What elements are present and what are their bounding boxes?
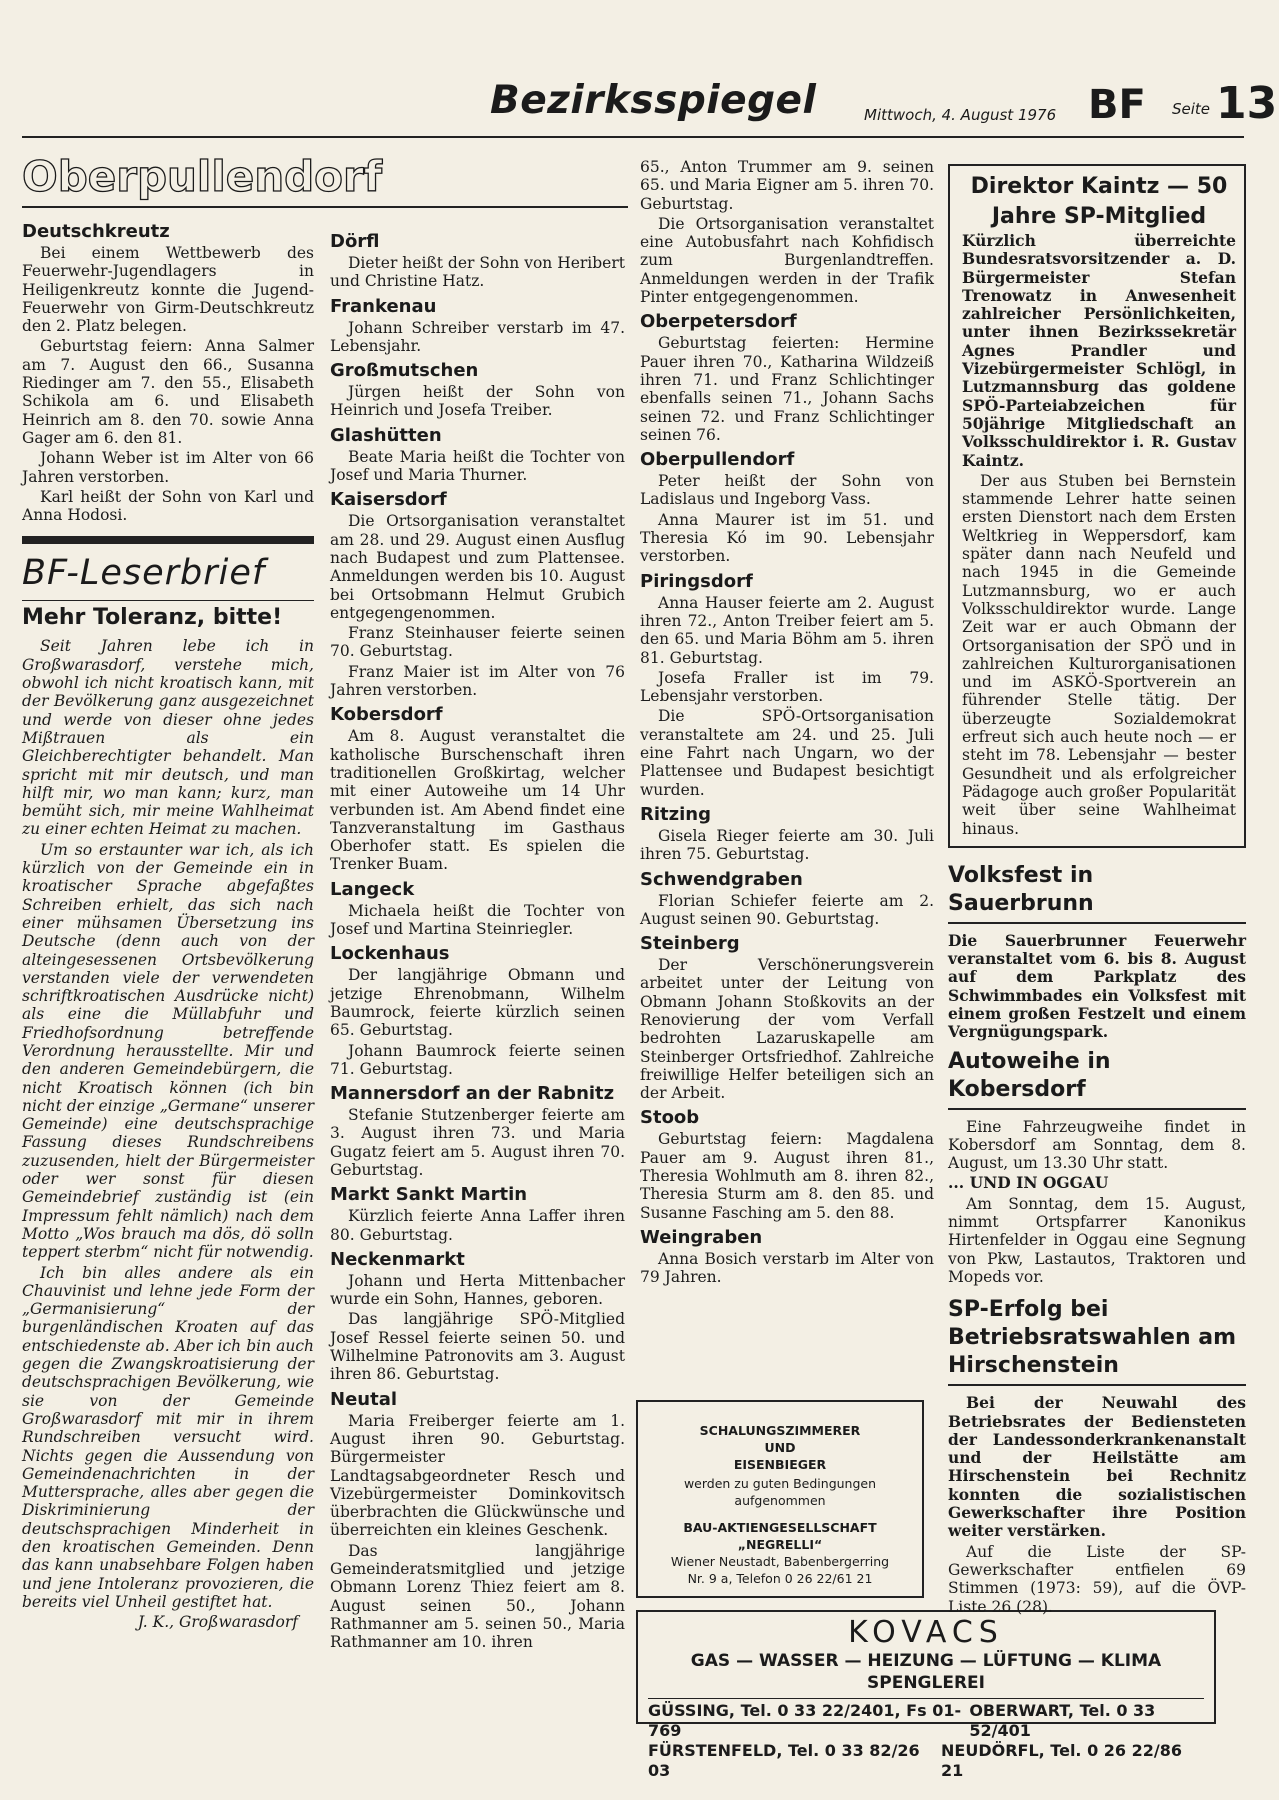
masthead-page-label: Seite [1172, 100, 1211, 118]
article-paragraph: Johann und Herta Mittenbacher wurde ein Sohn, Hannes, geboren. [330, 1271, 625, 1309]
masthead [22, 78, 1278, 138]
article-paragraph: Johann Schreiber verstarb im 47. Lebensjahr. [330, 318, 625, 355]
article-paragraph: Das langjährige Gemeinderatsmitglied und jetzige Obmann Lorenz Thiez feiert am 8. August seinen 50., Johann Rathmanner am 5. seinen 50., Maria Rathmanner am 10. ihren [330, 1541, 625, 1652]
article-paragraph: Peter heißt der Sohn von Ladislaus und Ingeborg Vass. [640, 472, 934, 509]
ad-kovacs-location: OBERWART, Tel. 0 33 52/401 [969, 1701, 1156, 1740]
column-4 [948, 164, 1246, 1618]
ad-kovacs-row [638, 1701, 1214, 1741]
kaintz-lead: Kürzlich überreichte Bundesratsvorsitzender a. D. Bürgermeister Stefan Trenowatz in Anwesenheit zahlreicher Persönlichkeiten, unter ihnen Bezirkssekretär Agnes Prandler und Vizebürgermeister Schlögl, in Lutzmannsburg das goldene SPÖ-Parteiabzeichen für 50jährige Mitgliedschaft an Volksschuldirektor i. R. Gustav Kaintz. [962, 231, 1236, 470]
place-heading: Oberpetersdorf [640, 311, 797, 333]
kaintz-body: Der aus Stuben bei Bernstein stammende Lehrer hatte seinen ersten Dienstort nach dem Ersten Weltkrieg in Weppersdorf, kam später dann nach Neufeld und nach 1945 in die Gemeinde Lutzmannsburg, wo er auch Volksschuldirektor wurde. Lange Zeit war er auch Obmann der Ortsorganisation der SPÖ und in zahlreichen Kulturorganisationen und im ASKÖ-Sportverein an führender Stelle tätig. Der überzeugte Sozialdemokrat erfreut sich auch heute noch — er steht im 78. Lebensjahr — bester Gesundheit und als erfolgreicher Pädagoge auch großer Popularität weit über seine Wahlheimat hinaus. [962, 471, 1236, 838]
article-paragraph: Geburtstag feiern: Magdalena Pauer am 9. August ihren 81., Theresia Wohlmuth am 8. ihren 82., Theresia Sturm am 8. den 85. und Susanne Fasching am 5. den 88. [640, 1130, 934, 1222]
kaintz-headline: Direktor Kaintz — 50 Jahre SP-Mitglied [970, 174, 1228, 229]
masthead-logo: BF [1088, 82, 1146, 128]
article-paragraph: Gisela Rieger feierte am 30. Juli ihren 75. Geburtstag. [640, 826, 934, 864]
letter-paragraph: Ich bin alles andere als ein Chauvinist und lehne jede Form der „Germanisierung“ der burgenländischen Kroaten auf das entschiedenste ab. Aber ich bin auch gegen die Zwangskroatisierung der deutschsprachigen Bevölkerung, wie sie von der Gemeinde Großwarasdorf mit mir in ihrem Rundschreiben versucht wird. Nichts gegen die Aussendung von Gemeindenachrichten in der Muttersprache, alles aber gegen die Diskriminierung der deutschsprachigen Minderheit in den kroatischen Gemeinden. Denn das kann unabsehbare Folgen haben und jene Intoleranz provozieren, die bereits viel Unheil gestiftet hat. [22, 1263, 314, 1611]
article-paragraph: Der langjährige Obmann und jetzige Ehrenobmann, Wilhelm Baumrock, feierte kürzlich seinen 65. Geburtstag. [330, 966, 625, 1040]
place-heading: Kobersdorf [330, 704, 443, 726]
masthead-date: Mittwoch, 4. August 1976 [864, 106, 1057, 124]
col3-articles [640, 310, 934, 1286]
autoweihe-paragraph: Am Sonntag, dem 15. August, nimmt Ortspfarrer Kanonikus Hirtenfelder in Oggau eine Segnung von Pkw, Lastautos, Traktoren und Mopeds vor. [948, 1194, 1246, 1286]
ad-negrelli-line: Wiener Neustadt, Babenbergerring Nr. 9 a, Telefon 0 26 22/61 21 [670, 1554, 890, 1586]
article-paragraph: Florian Schiefer feierte am 2. August seinen 90. Geburtstag. [640, 891, 934, 928]
ad-negrelli-line: UND [764, 1440, 796, 1455]
kaintz-box [948, 164, 1246, 848]
heading-deutschkreutz: Deutschkreutz [22, 221, 170, 242]
place-heading: Markt Sankt Martin [330, 1184, 528, 1206]
ad-kovacs-location: GÜSSING, Tel. 0 33 22/2401, Fs 01-769 [648, 1701, 962, 1740]
ad-negrelli [636, 1400, 924, 1598]
letter-signature: J. K., Großwarasdorf [137, 1613, 298, 1632]
ad-kovacs [636, 1610, 1216, 1780]
column-3 [640, 158, 934, 1289]
article-paragraph: Johann Baumrock feierte seinen 71. Geburtstag. [330, 1041, 625, 1078]
place-heading: Weingraben [640, 1226, 763, 1248]
autoweihe-subhead: ... UND IN OGGAU [948, 1173, 1109, 1193]
column-2 [330, 226, 625, 1654]
autoweihe-paragraph: Eine Fahrzeugweihe findet in Kobersdorf am Sonntag, dem 8. August, um 13.30 Uhr statt. [948, 1117, 1246, 1173]
sperfolg-headline: SP-Erfolg bei Betriebsratswahlen am Hirschenstein [948, 1297, 1237, 1379]
place-heading: Oberpullendorf [640, 449, 795, 471]
article-paragraph: Anna Maurer ist im 51. und Theresia Kó im 90. Lebensjahr verstorben. [640, 510, 934, 566]
ad-kovacs-name: KOVACS [848, 1615, 1004, 1650]
article-paragraph: Die Ortsorganisation veranstaltet eine Autobusfahrt nach Kohfidisch zum Burgenlandtreffen. Anmeldungen werden in der Trafik Pinter entgegengenommen. [640, 214, 934, 307]
ad-negrelli-line: „NEGRELLI“ [737, 1537, 823, 1552]
masthead-title: Bezirksspiegel [490, 78, 817, 123]
article-paragraph: Franz Maier ist im Alter von 76 Jahren verstorben. [330, 662, 625, 700]
masthead-page-number: 13 [1216, 78, 1278, 129]
place-heading: Piringsdorf [640, 570, 753, 592]
place-heading: Neckenmarkt [330, 1248, 465, 1270]
divider-rule [948, 1108, 1246, 1110]
article-paragraph: Dieter heißt der Sohn von Heribert und Christine Hatz. [330, 254, 625, 291]
article-paragraph: Kürzlich feierte Anna Laffer ihren 80. Geburtstag. [330, 1207, 625, 1244]
article-paragraph: Johann Weber ist im Alter von 66 Jahren verstorben. [22, 449, 314, 486]
divider-bar [22, 536, 314, 544]
ad-negrelli-line: BAU-AKTIENGESELLSCHAFT [683, 1520, 877, 1535]
place-heading: Neutal [330, 1388, 398, 1410]
ad-negrelli-line: SCHALUNGSZIMMERER [699, 1423, 861, 1438]
ad-kovacs-divider [648, 1698, 1204, 1699]
letter-paragraph: Seit Jahren lebe ich in Großwarasdorf, verstehe mich, obwohl ich nicht kroatisch kann, mit der Bevölkerung ganz ausgezeichnet und werde von dieser ohne jedes Mißtrauen als ein Gleichberechtigter behandelt. Man spricht mit mir deutsch, und man hilft mir, wo man kann; kurz, man bemüht sich, mir meine Wahlheimat zu einer echten Heimat zu machen. [22, 637, 314, 839]
ad-kovacs-location: FÜRSTENFELD, Tel. 0 33 82/26 03 [648, 1741, 920, 1780]
article-paragraph: 65., Anton Trummer am 9. seinen 65. und Maria Eigner am 5. ihren 70. Geburtstag. [640, 158, 934, 213]
article-paragraph: Stefanie Stutzenberger feierte am 3. August ihren 73. und Maria Gugatz feiert am 5. August ihren 70. Geburtstag. [330, 1106, 625, 1179]
article-paragraph: Karl heißt der Sohn von Karl und Anna Hodosi. [22, 487, 314, 525]
article-paragraph: Maria Freiberger feierte am 1. August ihren 90. Geburtstag. Bürgermeister Landtagsabgeordneter Resch und Vizebürgermeister Dominkovitsch überbrachten die Glückwünsche und überreichten ein kleines Geschenk. [330, 1411, 625, 1540]
ad-kovacs-location: NEUDÖRFL, Tel. 0 26 22/86 21 [941, 1741, 1182, 1780]
ad-negrelli-line: werden zu guten Bedingungen aufgenommen [683, 1476, 877, 1508]
article-paragraph: Franz Steinhauser feierte seinen 70. Geburtstag. [330, 624, 625, 661]
leserbrief-kicker: BF-Leserbrief [22, 552, 314, 601]
ad-kovacs-row [638, 1741, 1214, 1781]
article-paragraph: Josefa Fraller ist im 79. Lebensjahr verstorben. [640, 668, 934, 706]
letter-paragraph: Um so erstaunter war ich, als ich kürzlich von der Gemeinde ein in kroatischer Sprache abgefaßtes Schreiben erhielt, das sich nach einer mühsamen Übersetzung ins Deutsche (denn auch von der alteingesessenen Ortsbevölkerung verstanden viele der verwendeten schriftkroatischen Ausdrücke nicht) als eine die Müllabfuhr und Friedhofsordnung betreffende Verordnung herausstellte. Mir und den anderen Gemeindebürgern, die nicht Kroatisch können (ich bin nicht der einzige „Germane“ unserer Gemeinde) eine deutschsprachige Fassung dieses Rundschreibens zuzusenden, hielt der Bürgermeister oder wer sonst für diesen Gemeindebrief zuständig ist (ein Impressum fehlt nämlich) nach dem Motto „Wos brauch ma dös, dö solln teppert sterbm“ nicht für notwendig. [22, 840, 314, 1262]
leserbrief-body [22, 637, 314, 1611]
place-heading: Stoob [640, 1107, 700, 1129]
volksfest-lead: Die Sauerbrunner Feuerwehr veranstaltet vom 6. bis 8. August auf dem Parkplatz des Schwimmbades ein Volksfest mit einem großen Festzelt und einem Vergnügungspark. [948, 930, 1246, 1042]
sperfolg-body: Auf die Liste der SP-Gewerkschafter entfielen 69 Stimmen (1973: 59), auf die ÖVP-Liste 26 (28). [948, 1542, 1246, 1616]
place-heading: Dörfl [330, 231, 380, 252]
volksfest-headline: Volksfest in Sauerbrunn [948, 862, 1094, 916]
sperfolg-lead: Bei der Neuwahl des Betriebsrates der Bediensteten der Landessonderkrankenanstalt und der Heilstätte am Hirschenstein bei Rechnitz konnten die sozialistischen Gewerkschafter ihre Position weiter verstärken. [948, 1393, 1246, 1541]
article-paragraph: Geburtstag feierten: Hermine Pauer ihren 70., Katharina Wildzeiß ihren 71. und Franz Schlichtinger ebenfalls seinen 71., Johann Sachs seinen 72. und Franz Schlichtinger seinen 76. [640, 334, 934, 444]
article-paragraph: Beate Maria heißt die Tochter von Josef und Maria Thurner. [330, 447, 625, 485]
col2-articles [330, 230, 625, 1652]
article-paragraph: Anna Bosich verstarb im Alter von 79 Jahren. [640, 1249, 934, 1287]
article-paragraph: Michaela heißt die Tochter von Josef und Martina Steinriegler. [330, 901, 625, 939]
autoweihe-headline: Autoweihe in Kobersdorf [948, 1048, 1111, 1102]
place-heading: Ritzing [640, 803, 711, 825]
section-title: Oberpullendorf [22, 152, 628, 208]
article-paragraph: Jürgen heißt der Sohn von Heinrich und Josefa Treiber. [330, 383, 625, 420]
place-heading: Glashütten [330, 424, 442, 446]
article-paragraph: Das langjährige SPÖ-Mitglied Josef Ressel feierte seinen 50. und Wilhelmine Patronovits am 3. August ihren 86. Geburtstag. [330, 1310, 625, 1384]
place-heading: Langeck [330, 878, 415, 900]
article-paragraph: Geburtstag feiern: Anna Salmer am 7. August den 66., Susanna Riedinger am 7. den 55., Elisabeth Schikola am 6. und Elisabeth Heinrich am 8. den 70. sowie Anna Gager am 6. den 81. [22, 337, 314, 447]
ad-negrelli-line: EISENBIEGER [733, 1457, 827, 1472]
place-heading: Großmutschen [330, 360, 479, 382]
divider-rule [948, 922, 1246, 924]
place-heading: Schwendgraben [640, 868, 803, 890]
article-paragraph: Die SPÖ-Ortsorganisation veranstaltete am 24. und 25. Juli eine Fahrt nach Ungarn, wo der Plattensee und Budapest besichtigt wurden. [640, 707, 934, 799]
ad-kovacs-trades: GAS — WASSER — HEIZUNG — LÜFTUNG — KLIMA SPENGLEREI [690, 1651, 1162, 1693]
col3-intro [640, 158, 934, 306]
article-paragraph: Bei einem Wettbewerb des Feuerwehr-Jugendlagers in Heiligenkreutz konnte die Jugend-Feuerwehr von Girm-Deutschkreutz den 2. Platz belegen. [22, 244, 314, 336]
place-heading: Kaisersdorf [330, 489, 447, 511]
leserbrief-headline: Mehr Toleranz, bitte! [22, 605, 283, 631]
place-heading: Frankenau [330, 295, 437, 317]
divider-rule [948, 1384, 1246, 1386]
article-paragraph: Am 8. August veranstaltet die katholische Burschenschaft ihren traditionellen Großkirtag, welcher mit einer Autoweihe um 14 Uhr verbunden ist. Am Abend findet eine Tanzveranstaltung im Gasthaus Oberhofer statt. Es spielen die Trenker Buam. [330, 727, 625, 874]
article-paragraph: Anna Hauser feierte am 2. August ihren 72., Anton Treiber feiert am 5. den 65. und Maria Böhm am 5. ihren 81. Geburtstag. [640, 593, 934, 667]
place-heading: Mannersdorf an der Rabnitz [330, 1083, 615, 1105]
article-paragraph: Die Ortsorganisation veranstaltet am 28. und 29. August einen Ausflug nach Budapest und zum Plattensee. Anmeldungen werden bis 10. August bei Ortsobmann Helmut Grubich entgegengenommen. [330, 512, 625, 622]
article-paragraph: Der Verschönerungsverein arbeitet unter der Leitung von Obmann Johann Stoßkovits an der Renovierung der vom Verfall bedrohten Lazaruskapelle am Steinberger Ortsfriedhof. Zahlreiche freiwillige Helfer beteiligen sich an der Arbeit. [640, 956, 934, 1103]
place-heading: Lockenhaus [330, 943, 450, 965]
place-heading: Steinberg [640, 933, 740, 955]
